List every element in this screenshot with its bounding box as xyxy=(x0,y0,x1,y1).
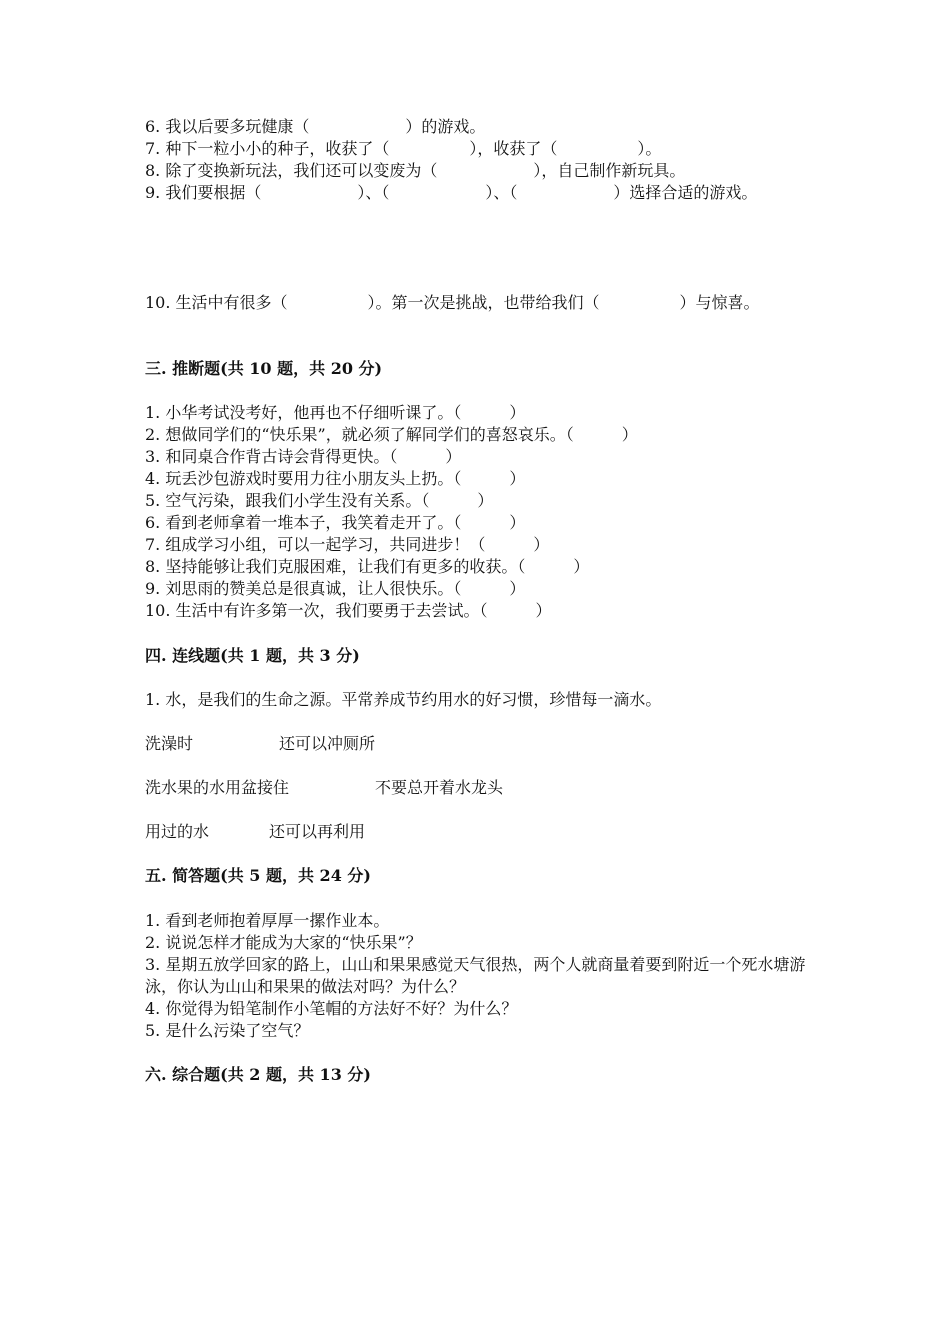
judgement-item: 2. 想做同学们的“快乐果”，就必须了解同学们的喜怒哀乐。（ ） xyxy=(145,425,638,444)
fill-blank-q7: 7. 种下一粒小小的种子，收获了（ ），收获了（ ）。 xyxy=(145,139,662,158)
short-answer-item: 1. 看到老师抱着厚厚一摞作业本。 xyxy=(145,911,390,930)
judgement-item: 4. 玩丢沙包游戏时要用力往小朋友头上扔。（ ） xyxy=(145,469,526,488)
judgement-item: 6. 看到老师拿着一堆本子，我笑着走开了。（ ） xyxy=(145,513,526,532)
matching-left: 用过的水 xyxy=(145,822,210,841)
matching-row xyxy=(145,821,810,843)
matching-right: 还可以冲厕所 xyxy=(279,734,376,753)
matching-right: 还可以再利用 xyxy=(269,822,366,841)
short-answer-item: 5. 是什么污染了空气？ xyxy=(145,1021,310,1040)
judgement-item: 9. 刘思雨的赞美总是很真诚，让人很快乐。（ ） xyxy=(145,579,526,598)
matching-left: 洗水果的水用盆接住 xyxy=(145,778,290,797)
short-answer-item: 3. 星期五放学回家的路上，山山和果果感觉天气很热，两个人就商量着要到附近一个死水塘游泳，你认为山山和果果的做法对吗？为什么？ xyxy=(145,955,806,996)
judgement-item: 8. 坚持能够让我们克服困难，让我们有更多的收获。（ ） xyxy=(145,557,590,576)
short-answer-item: 4. 你觉得为铅笔制作小笔帽的方法好不好？为什么？ xyxy=(145,999,518,1018)
matching-question: 1. 水，是我们的生命之源。平常养成节约用水的好习惯，珍惜每一滴水。 xyxy=(145,690,662,709)
short-answer-item: 2. 说说怎样才能成为大家的“快乐果”？ xyxy=(145,933,422,952)
judgement-item: 7. 组成学习小组，可以一起学习，共同进步！（ ） xyxy=(145,535,550,554)
matching-left: 洗澡时 xyxy=(145,734,194,753)
fill-blank-q10: 10. 生活中有很多（ ）。第一次是挑战，也带给我们（ ）与惊喜。 xyxy=(145,293,760,312)
judgement-item: 5. 空气污染，跟我们小学生没有关系。（ ） xyxy=(145,491,494,510)
section-heading-matching: 四. 连线题(共 1 题，共 3 分) xyxy=(145,646,360,665)
matching-row xyxy=(145,777,810,799)
judgement-item: 1. 小华考试没考好，他再也不仔细听课了。（ ） xyxy=(145,403,526,422)
fill-blank-q8: 8. 除了变换新玩法，我们还可以变废为（ ），自己制作新玩具。 xyxy=(145,161,686,180)
judgement-item: 3. 和同桌合作背古诗会背得更快。（ ） xyxy=(145,447,462,466)
judgement-item: 10. 生活中有许多第一次，我们要勇于去尝试。（ ） xyxy=(145,601,552,620)
matching-right: 不要总开着水龙头 xyxy=(375,778,504,797)
section-heading-comprehensive: 六. 综合题(共 2 题，共 13 分) xyxy=(145,1065,371,1084)
fill-blank-q9: 9. 我们要根据（ ）、（ ）、（ ）选择合适的游戏。 xyxy=(145,183,758,202)
section-heading-short-answer: 五. 简答题(共 5 题，共 24 分) xyxy=(145,866,371,885)
fill-blank-q6: 6. 我以后要多玩健康（ ）的游戏。 xyxy=(145,117,486,136)
section-heading-judgement: 三. 推断题(共 10 题，共 20 分) xyxy=(145,359,383,378)
matching-row xyxy=(145,733,810,755)
